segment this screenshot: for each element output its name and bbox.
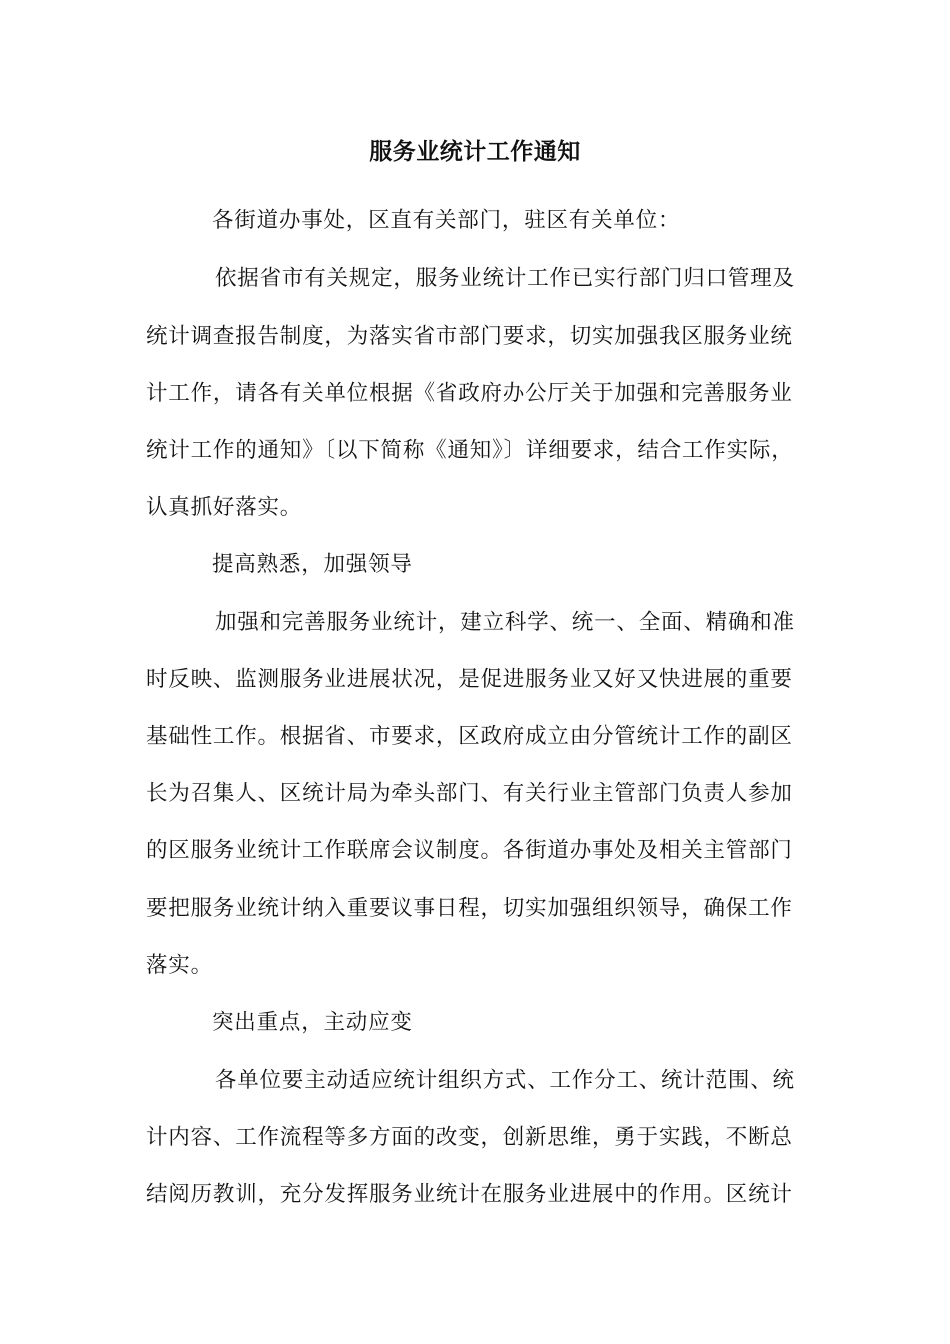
paragraph-line: 统计调查报告制度，为落实省市部门要求，切实加强我区服务业统 xyxy=(146,324,793,349)
paragraph-line: 时反映、监测服务业进展状况，是促进服务业又好又快进展的重要 xyxy=(146,667,793,692)
salutation-line: 各街道办事处，区直有关部门，驻区有关单位： xyxy=(212,208,681,233)
paragraph-line: 长为召集人、区统计局为牵头部门、有关行业主管部门负责人参加 xyxy=(146,781,793,806)
paragraph-line: 计工作，请各有关单位根据《省政府办公厅关于加强和完善服务业 xyxy=(146,381,793,406)
paragraph-line: 的区服务业统计工作联席会议制度。各街道办事处及相关主管部门 xyxy=(146,838,793,863)
paragraph-line: 认真抓好落实。 xyxy=(146,495,303,520)
paragraph-line: 要把服务业统计纳入重要议事日程，切实加强组织领导，确保工作 xyxy=(146,896,793,921)
paragraph-line: 各单位要主动适应统计组织方式、工作分工、统计范围、统 xyxy=(215,1068,795,1093)
document-title: 服务业统计工作通知 xyxy=(369,138,581,165)
paragraph-line: 计内容、工作流程等多方面的改变，创新思维，勇于实践，不断总 xyxy=(146,1125,793,1150)
paragraph-line: 加强和完善服务业统计，建立科学、统一、全面、精确和准 xyxy=(215,610,795,635)
paragraph-line: 统计工作的通知》〔以下简称《通知》〕详细要求，结合工作实际， xyxy=(146,438,794,463)
paragraph-line: 基础性工作。根据省、市要求，区政府成立由分管统计工作的副区 xyxy=(146,724,793,749)
paragraph-line: 依据省市有关规定，服务业统计工作已实行部门归口管理及 xyxy=(215,266,795,291)
paragraph-line: 结阅历教训，充分发挥服务业统计在服务业进展中的作用。区统计 xyxy=(146,1182,793,1207)
section-heading: 突出重点，主动应变 xyxy=(212,1010,413,1035)
section-heading: 提高熟悉，加强领导 xyxy=(212,552,413,577)
paragraph-line: 落实。 xyxy=(146,953,213,978)
